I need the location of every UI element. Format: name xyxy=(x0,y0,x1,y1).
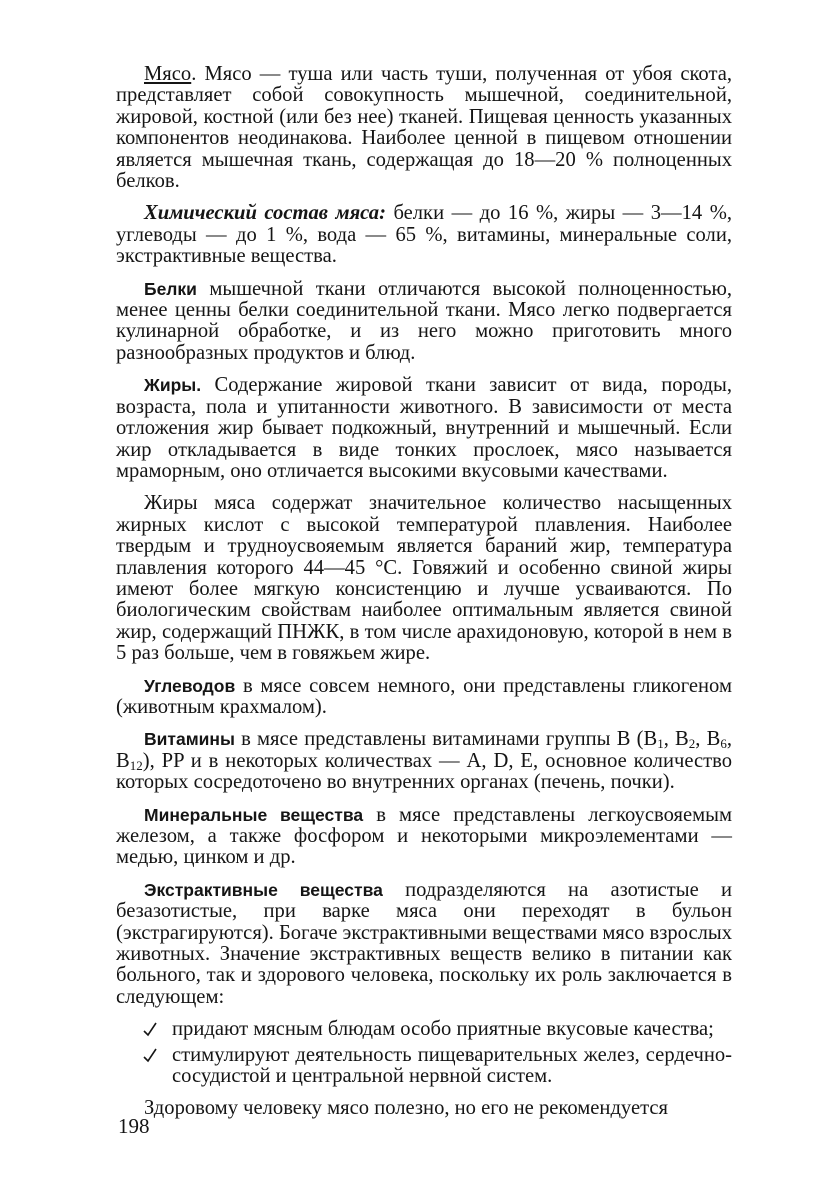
paragraph-text: Здоровому человеку мясо полезно, но его не рекомендуется xyxy=(144,1097,668,1120)
list-item-text: стимулируют деятельность пищеварительных желез, сердечно-сосудистой и центральной нервной систем. xyxy=(172,1043,732,1088)
subscript: 6 xyxy=(720,736,727,752)
term-meat: Мясо xyxy=(144,63,192,85)
paragraph-lead: Жиры. xyxy=(144,375,202,396)
paragraph-fats xyxy=(116,375,732,482)
paragraph-meat-definition xyxy=(116,64,732,192)
paragraph-lead: Минеральные вещества xyxy=(144,804,364,825)
paragraph-text: белки — до 16 %, жиры — 3—14 %, углеводы — до 1 %, вода — 65 %, витамины, минеральные соли, экстрактивные вещества. xyxy=(116,202,732,268)
paragraph-text: . Мясо — туша или часть туши, полученная от убоя скота, представляет собой совокупность мышечной, соединительной, жировой, костной (или без нее) тканей. Пищевая ценность указанных компонентов неодинакова. Наиболее ценной в пищевом отношении является мышечная ткань, содержащая до 18—20 % полноценных белков. xyxy=(116,63,732,193)
paragraph-extractives xyxy=(116,880,732,1008)
page-number: 198 xyxy=(118,1114,150,1138)
paragraph-lead: Углеводов xyxy=(144,675,236,696)
paragraph-healthy-person xyxy=(116,1098,732,1119)
list-item xyxy=(116,1019,732,1040)
list-item-text: придают мясным блюдам особо приятные вкусовые качества; xyxy=(172,1018,714,1041)
subscript: 12 xyxy=(129,757,143,773)
paragraph-minerals xyxy=(116,805,732,869)
paragraph-vitamins xyxy=(116,729,732,793)
paragraph-text: Содержание жировой ткани зависит от вида, породы, возраста, пола и упитанности животного. В зависимости от места отложения жир бывает подкожный, внутренний и мышечный. Если жир откладывается в виде тонких прослоек, мясо называется мраморным, оно отличается высокими вкусовыми качествами. xyxy=(116,374,732,482)
subscript: 1 xyxy=(657,736,664,752)
paragraph-text: Жиры мяса содержат значительное количество насыщенных жирных кислот с высокой температурой плавления. Наиболее твердым и трудноусвояемым является бараний жир, температура плавления которого 44—45 °С. Говяжий и особенно свиной жиры имеют более мягкую консистенцию и лучше усваиваются. По биологическим свойствам наиболее оптимальным является свиной жир, содержащий ПНЖК, в том числе арахидоновую, которой в нем в 5 раз больше, чем в говяжьем жире. xyxy=(116,492,732,665)
list-item xyxy=(116,1045,732,1088)
checkmark-icon xyxy=(142,1046,158,1064)
vitamins-text-1: в мясе представлены витаминами группы В (B xyxy=(234,728,658,751)
paragraph-fatty-acids xyxy=(116,493,732,664)
paragraph-lead: Витамины xyxy=(144,729,235,750)
paragraph-carbohydrates xyxy=(116,676,732,719)
paragraph-lead: Экстрактивные вещества xyxy=(144,879,383,900)
subscript: 2 xyxy=(688,736,696,752)
vitamins-text-2: , B xyxy=(663,728,689,751)
vitamins-text-3: , B xyxy=(695,728,721,751)
vitamins-text-5: ), PP и в некоторых количествах — A, D, E, основное количество которых сосредоточено во внутренних органах (печень, почки). xyxy=(116,749,732,794)
paragraph-text: в мясе совсем немного, они представлены гликогеном (животным крахмалом). xyxy=(116,674,732,718)
page-body xyxy=(116,64,732,1131)
paragraph-chemical-composition xyxy=(116,203,732,267)
paragraph-proteins xyxy=(116,279,732,365)
paragraph-text: подразделяются на азотистые и безазотистые, при варке мяса они переходят в бульон (экстрагируются). Богаче экстрактивными веществами мясо взрослых животных. Значение экстрактивных веществ велико в питании как больного, так и здорового человека, поскольку их роль заключается в следующем: xyxy=(116,878,733,1008)
paragraph-text: в мясе представлены легкоусвояемым железом, а также фосфором и некоторыми микроэлементами — медью, цинком и др. xyxy=(116,803,732,869)
paragraph-lead: Белки xyxy=(144,278,197,299)
checkmark-icon xyxy=(142,1020,158,1038)
paragraph-text: мышечной ткани отличаются высокой полноценностью, менее ценны белки соединительной ткани. Мясо легко подвергается кулинарной обработке, и из него можно приготовить много разнообразных продуктов и блюд. xyxy=(116,277,732,364)
vitamins-text-4: , B xyxy=(116,728,732,772)
bullet-list xyxy=(116,1019,732,1087)
paragraph-lead: Химический состав мяса: xyxy=(144,202,386,225)
